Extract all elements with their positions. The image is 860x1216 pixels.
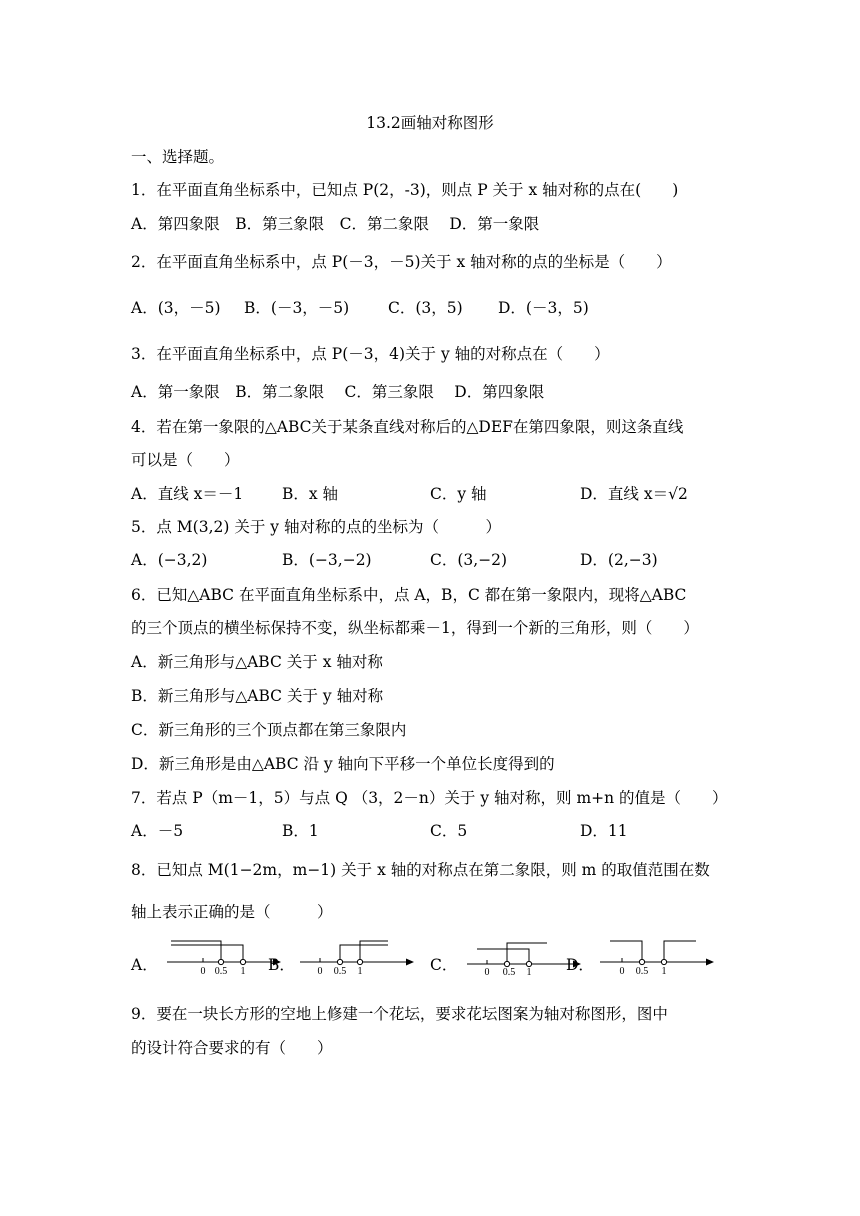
question-8-option-c-numberline — [463, 935, 583, 975]
question-7-option-c: C．5 — [430, 822, 468, 840]
question-6-option-c: C．新三角形的三个顶点都在第三象限内 — [131, 721, 407, 739]
question-7-option-b: B．1 — [282, 822, 319, 840]
tick-label: 0.5 — [502, 967, 516, 975]
tick-label: 0 — [200, 966, 206, 975]
question-2-option-b: B．(－3，－5) — [244, 299, 350, 317]
question-5-stem: 5．点 M(3,2) 关于 y 轴对称的点的坐标为（ ） — [131, 518, 501, 536]
question-4-stem-line2: 可以是（ ） — [131, 451, 240, 469]
question-4-option-d: D．直线 x＝√2 — [580, 485, 688, 503]
tick-label: 1 — [661, 966, 667, 975]
tick-label: 0 — [317, 966, 323, 975]
tick-label: 0.5 — [635, 966, 649, 975]
question-2-option-c: C．(3，5) — [388, 299, 463, 317]
section-heading: 一、选择题。 — [131, 148, 225, 166]
question-8-option-d-label: D． — [566, 956, 594, 974]
question-7-option-d: D．11 — [580, 822, 628, 840]
tick-label: 1 — [240, 966, 246, 975]
tick-label: 0.5 — [333, 966, 347, 975]
question-1-stem: 1．在平面直角坐标系中，已知点 P(2，-3)，则点 P 关于 x 轴对称的点在( ) — [131, 181, 679, 199]
question-2-stem: 2．在平面直角坐标系中，点 P(－3，－5)关于 x 轴对称的点的坐标是（ ） — [131, 253, 672, 271]
question-5-option-d: D．(2,−3) — [580, 551, 658, 569]
question-2-option-d: D．(－3，5) — [498, 299, 589, 317]
question-8-option-b-label: B． — [268, 956, 295, 974]
question-5-option-c: C．(3,−2) — [430, 551, 508, 569]
question-6-option-b: B．新三角形与△ABC 关于 y 轴对称 — [131, 687, 384, 705]
question-4-option-b: B．x 轴 — [282, 485, 339, 503]
question-4-stem-line1: 4．若在第一象限的△ABC关于某条直线对称后的△DEF在第四象限，则这条直线 — [131, 418, 684, 436]
tick-label: 1 — [526, 967, 532, 975]
question-6-stem-line1: 6．已知△ABC 在平面直角坐标系中，点 A，B，C 都在第一象限内，现将△ABC — [131, 586, 687, 604]
question-6-option-a: A．新三角形与△ABC 关于 x 轴对称 — [131, 653, 383, 671]
question-8-stem-line2: 轴上表示正确的是（ ） — [131, 903, 333, 921]
question-3-options: A．第一象限 B．第二象限 C．第三象限 D．第四象限 — [131, 383, 545, 401]
tick-label: 0.5 — [214, 966, 228, 975]
question-1-options: A．第四象限 B．第三象限 C．第二象限 D．第一象限 — [131, 215, 540, 233]
question-3-stem: 3．在平面直角坐标系中，点 P(－3，4)关于 y 轴的对称点在（ ） — [131, 345, 610, 363]
question-7-option-a: A．－5 — [131, 822, 184, 840]
tick-label: 1 — [357, 966, 363, 975]
question-6-stem-line2: 的三个顶点的横坐标保持不变，纵坐标都乘－1，得到一个新的三角形，则（ ） — [131, 619, 699, 637]
question-8-option-a-numberline — [163, 935, 283, 975]
question-5-option-a: A．(−3,2) — [131, 551, 208, 569]
question-9-stem-line2: 的设计符合要求的有（ ） — [131, 1039, 333, 1057]
question-9-stem-line1: 9．要在一块长方形的空地上修建一个花坛，要求花坛图案为轴对称图形，图中 — [131, 1005, 668, 1023]
tick-label: 0 — [484, 967, 490, 975]
question-8-option-c-label: C． — [430, 956, 458, 974]
question-4-option-a: A．直线 x＝－1 — [131, 485, 244, 503]
question-8-option-d-numberline — [596, 935, 716, 975]
question-6-option-d: D．新三角形是由△ABC 沿 y 轴向下平移一个单位长度得到的 — [131, 755, 555, 773]
page-title: 13.2画轴对称图形 — [366, 114, 494, 132]
question-8-option-b-numberline — [296, 935, 416, 975]
question-8-stem-line1: 8．已知点 M(1−2m，m−1) 关于 x 轴的对称点在第二象限，则 m 的取值范围在数 — [131, 861, 710, 879]
question-5-option-b: B．(−3,−2) — [282, 551, 372, 569]
question-8-option-a-label: A． — [131, 956, 158, 974]
tick-label: 0 — [619, 966, 625, 975]
question-7-stem: 7．若点 P（m－1，5）与点 Q （3，2－n）关于 y 轴对称，则 m+n 的值是（ ） — [131, 789, 728, 807]
question-2-option-a: A．(3，－5) — [131, 299, 221, 317]
question-4-option-c: C．y 轴 — [430, 485, 487, 503]
